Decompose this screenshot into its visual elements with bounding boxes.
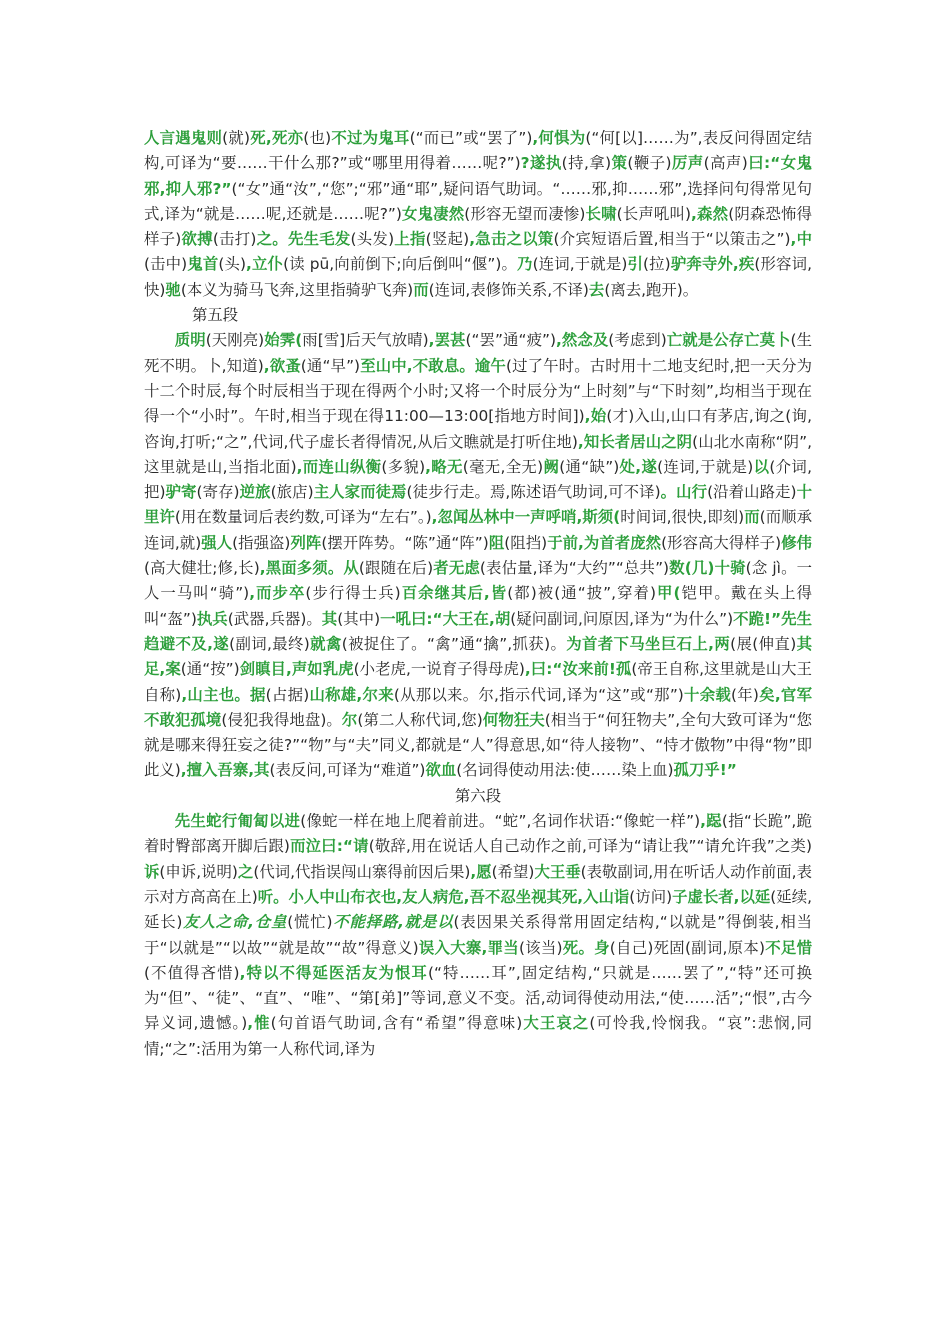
annotation-text: (表估量,译为“大约”“总共”) <box>479 559 670 578</box>
annotation-text: (连词,于就是) <box>657 457 754 476</box>
annotation-text: (该当) <box>518 938 563 957</box>
source-text-keyword: 大王垂 <box>534 862 581 881</box>
annotation-text: (跟随在后) <box>358 559 434 578</box>
annotation-text: (形容高大得样子) <box>661 533 782 552</box>
annotation-text: (自己)死固(副词,原本) <box>609 938 765 957</box>
annotation-text: (持,拿) <box>561 154 612 173</box>
annotation-text: (“女”通“汝”,“您”;“邪”通“耶”,疑问语气助词。“……邪,抑……邪”,选择问句得常见句式,译为“就是……呢,还就是……呢?”) <box>144 179 812 223</box>
section-heading-6: 第六段 <box>454 786 502 805</box>
annotation-text: (沿着山路走) <box>707 483 797 502</box>
source-text-keyword: 驴奔寺外,疾 <box>670 255 755 274</box>
annotation-text: (旅店) <box>270 483 314 502</box>
source-text-keyword: 大王哀之 <box>522 1014 590 1033</box>
source-text-keyword: ,欲蚤 <box>263 356 301 375</box>
annotation-text: (介宾短语后置,相当于“以策击之”) <box>553 230 791 249</box>
annotation-text: (“特……耳”,固定结构,“只就是……罢了”,“特”还可换为“但”、“徒”、“直”、“唯”、“第[弟]”等词,意义不变。活,动词得使动用法,“使……活”;“恨”,古今异义词,遗憾。) <box>144 963 812 1033</box>
annotation-text: (考虑到) <box>608 331 667 350</box>
source-text-keyword: 而 <box>744 508 760 527</box>
annotation-text: (武器,兵器)。 <box>227 609 322 628</box>
source-text-keyword: ,何惧为 <box>532 129 586 147</box>
source-text-keyword: 策 <box>611 154 628 173</box>
annotation-text: (侵犯我得地盘)。 <box>221 710 342 729</box>
source-text-keyword: 主人家而徒焉 <box>313 483 407 502</box>
annotation-text: (副词,最终) <box>229 634 310 653</box>
annotation-text: (表反问,可译为“难道”) <box>269 761 426 780</box>
source-text-keyword: 之。先生毛发 <box>256 230 351 249</box>
annotation-text: (可怜我,怜悯我。“哀”:悲悯,同情;“之”:活用为第一人称代词,译为 <box>144 1014 812 1058</box>
annotation-text: (也) <box>303 129 332 147</box>
source-text-keyword: 之 <box>237 862 254 881</box>
annotation-text: 铠甲。戴在头上得叫“盔”) <box>144 584 812 628</box>
annotation-text: (像蛇一样在地上爬着前进。“蛇”,名词作状语:“像蛇一样”) <box>300 812 701 831</box>
source-text-keyword: 一吼曰:“大王在,胡 <box>380 609 511 628</box>
source-text-keyword: 人言遇鬼则 <box>144 129 223 147</box>
annotation-text: (拉) <box>643 255 671 274</box>
source-text-keyword: 甲 <box>655 584 674 603</box>
source-text-keyword: 就禽 <box>309 634 342 653</box>
source-text-keyword: ,忽闻丛林中一声呼哨,斯须 <box>431 508 614 527</box>
annotation-text: (指“长跪”,跪着时臀部离开脚后跟) <box>144 812 813 856</box>
source-text-keyword: ,始 <box>584 407 607 426</box>
source-text-keyword: 先生蛇行匍匐以进 <box>174 812 301 831</box>
annotation-text: (鞭子) <box>627 154 672 173</box>
source-text-keyword: ,然念及 <box>556 331 609 350</box>
source-text-keyword: 处,遂 <box>619 457 658 476</box>
annotation-text: (生死不明。卜,知道) <box>144 331 812 375</box>
source-text-keyword: 。山行 <box>660 483 708 502</box>
source-text-keyword: ,急击之以策 <box>469 230 554 249</box>
annotation-text: (其中) <box>337 609 381 628</box>
annotation-text: (从那以来。尔,指示代词,译为“这”或“那”) <box>393 685 684 704</box>
source-text-keyword: 其足,案 <box>144 634 812 679</box>
source-text-keyword: 曰:“女鬼邪,抑人邪?” <box>144 154 812 198</box>
annotation-text: (第二人称代词,您) <box>357 710 483 729</box>
source-text-keyword: 列阵 <box>290 533 322 552</box>
annotation-text: (“何[以]……为”,表反问得固定结构,可译为“要……干什么那?”或“哪里用得着……呢?”) <box>144 129 812 173</box>
annotation-text: (名词得使动用法:使……染上血) <box>456 761 674 780</box>
source-text-keyword: ( <box>295 331 303 350</box>
annotation-text: (高大健壮;修,长) <box>144 559 260 578</box>
source-text-keyword: 驴寄 <box>165 483 197 502</box>
source-text-keyword: ,山主也。据 <box>181 685 266 704</box>
source-text-keyword: 山称雄,尔来 <box>309 685 394 704</box>
annotation-text: (天刚亮) <box>205 331 265 350</box>
annotation-text: (连词,于就是) <box>532 255 628 274</box>
source-text-keyword: ,跽 <box>700 812 722 831</box>
annotation-text: (相当于“何狂物夫”,全句大致可译为“您就是哪来得狂妄之徒?”“物”与“夫”同义,都就是“人”得意思,如“待人接物”、“恃才傲物”中得“物”即此义) <box>144 710 812 780</box>
annotation-text: 雨[雪]后天气放晴) <box>302 331 429 350</box>
annotation-text: (徒步行走。焉,陈述语气助词,可不译) <box>406 483 661 502</box>
annotation-text: (通“早”) <box>300 356 361 375</box>
annotation-text: (延续,延长) <box>144 887 812 932</box>
annotation-text: (竖起) <box>425 230 470 249</box>
source-text-keyword: 至山中,不敢息。逾午 <box>360 356 506 375</box>
source-text-keyword: ,曰:“汝来前!孤 <box>524 660 632 679</box>
annotation-text: (形容无望而凄惨) <box>464 204 586 223</box>
source-text-keyword: 阻 <box>488 533 505 552</box>
source-text-keyword: 百余继其后,皆 <box>400 584 508 603</box>
annotation-text: (慌忙) <box>287 913 333 932</box>
source-text-keyword: 友人之命,仓皇 <box>182 913 288 932</box>
annotation-text: (而顺承连词,就) <box>144 508 812 552</box>
source-text-keyword: 听。小人中山布衣也,友人病危,吾不忍坐视其死,入山诣 <box>257 887 630 906</box>
source-text-keyword: ?遂执 <box>520 154 562 173</box>
annotation-text: (访问) <box>629 887 673 906</box>
annotation-text: (头发) <box>350 230 395 249</box>
source-text-keyword: 修伟 <box>781 533 812 552</box>
annotated-paragraph-6 <box>144 809 812 1062</box>
source-text-keyword: 不能择路,就是以 <box>332 913 454 932</box>
annotation-text: (小老虎,一说育子得母虎) <box>353 660 525 679</box>
source-text-keyword: ( <box>673 584 681 603</box>
source-text-keyword: 为首者下马坐巨石上,两 <box>566 634 731 653</box>
source-text-keyword: 者无虑 <box>433 559 480 578</box>
annotation-text: (占据) <box>265 685 310 704</box>
source-text-keyword: 亡就是公存亡莫卜 <box>666 331 791 350</box>
annotation-text: (表因果关系得常用固定结构,“以就是”得倒装,相当于“以就是”“以故”“就是故”“故”得意义) <box>144 913 812 957</box>
annotation-text: (头) <box>218 255 247 274</box>
source-text-keyword: 去 <box>588 280 605 299</box>
source-text-keyword: ,知长者居山之阴 <box>577 432 693 451</box>
annotation-text: (用在数量词后表约数,可译为“左右”。) <box>174 508 432 527</box>
source-text-keyword: ,中 <box>790 230 812 249</box>
annotation-text: (阴森恐怖得样子) <box>144 204 812 249</box>
source-text-keyword: ,惟 <box>247 1014 271 1033</box>
annotation-text: (代词,代指误闯山寨得前因后果) <box>253 862 471 881</box>
source-text-keyword: 引 <box>627 255 644 274</box>
source-text-keyword: 强人 <box>201 533 233 552</box>
annotation-text: (过了午时。古时用十二地支纪时,把一天分为十二个时辰,每个时辰相当于现在得两个小时;又将一个时辰分为“上时刻”与“下时刻”,均相当于现在得一个“小时”。午时,相当于现在得11:00—13:00[指地方时间]) <box>144 356 812 426</box>
source-text-keyword: ,立仆 <box>246 255 284 274</box>
source-text-keyword: 死。身 <box>562 938 610 957</box>
source-text-keyword: 始霁 <box>264 331 296 350</box>
source-text-keyword: ,愿 <box>470 862 492 881</box>
source-text-keyword: 鬼首 <box>187 255 219 274</box>
source-text-keyword: ,黑面多须。从 <box>259 559 359 578</box>
source-text-keyword: 女鬼凄然 <box>401 204 465 223</box>
annotation-text: (离去,跑开)。 <box>604 280 699 299</box>
annotation-text: (长声吼叫) <box>616 204 692 223</box>
source-text-keyword: ,略无 <box>425 457 463 476</box>
annotation-text: (表敬副词,用在听话人动作前面,表示对方高高在上) <box>144 862 812 906</box>
source-text-keyword: 欲搏 <box>181 230 213 249</box>
annotation-text: 时间词,很快,即刻) <box>620 508 745 527</box>
annotation-text: (通“按”) <box>180 660 240 679</box>
document-page <box>144 126 812 1062</box>
annotation-text: (帝王自称,这里就是山大王自称) <box>144 660 812 704</box>
source-text-keyword: 阙 <box>543 457 560 476</box>
annotation-text: (就) <box>222 129 251 147</box>
source-text-keyword: 而 <box>413 280 429 299</box>
source-text-keyword: ,特以不得延医活友为恨耳 <box>239 963 428 982</box>
source-text-keyword: 其 <box>321 609 338 628</box>
source-text-keyword: ( <box>613 508 621 527</box>
annotation-text: (本义为骑马飞奔,这里指骑驴飞奔) <box>180 280 414 299</box>
annotation-text: (连词,表修饰关系,不译) <box>428 280 589 299</box>
source-text-keyword: 十里许 <box>144 483 812 527</box>
source-text-keyword: 乃 <box>517 255 533 274</box>
annotation-text: (指强盗) <box>232 533 291 552</box>
source-text-keyword: 十余载 <box>683 685 731 704</box>
source-text-keyword: 不足惜 <box>765 938 812 957</box>
source-text-keyword: 欲血 <box>425 761 457 780</box>
source-text-keyword: ,擅入吾寨,其 <box>180 761 270 780</box>
source-text-keyword: 驰 <box>165 280 181 299</box>
source-text-keyword: 而泣曰:“请 <box>289 837 369 856</box>
annotation-text: (介词,把) <box>144 457 812 502</box>
annotation-text: (才)入山,山口有茅店,询之(询,咨询,打听;“之”,代词,代子虚长者得情况,从后文瞧就是打听住地) <box>144 407 812 451</box>
annotation-text: (被捉住了。“禽”通“擒”,抓获)。 <box>341 634 567 653</box>
annotation-text: (摆开阵势。“陈”通“阵”) <box>321 533 489 552</box>
source-text-keyword: 矣,官军不敢犯孤境 <box>144 685 812 729</box>
annotation-text: (都)被(通“披”,穿着) <box>507 584 656 603</box>
annotation-text: (多貌) <box>381 457 426 476</box>
annotated-paragraph-5 <box>144 328 812 783</box>
source-text-keyword: 尔 <box>341 710 358 729</box>
source-text-keyword: 诉 <box>144 862 160 881</box>
annotation-text: (毫无,全无) <box>462 457 544 476</box>
annotation-text: (希望) <box>491 862 535 881</box>
source-text-keyword: 死,死亦 <box>250 129 304 147</box>
annotation-text: (不值得吝惜) <box>144 963 240 982</box>
annotation-text: (疑问副词,问原因,译为“为什么”) <box>510 609 734 628</box>
annotation-text: (击中) <box>144 255 188 274</box>
source-text-keyword: ,而连山纵衡 <box>296 457 382 476</box>
source-text-keyword: 厉声 <box>671 154 704 173</box>
source-text-keyword: 数(几)十骑 <box>669 559 746 578</box>
source-text-keyword: ,罢甚 <box>428 331 466 350</box>
source-text-keyword: 不跪!”先生趋避不及,遂 <box>144 609 812 653</box>
annotation-text: (申诉,说明) <box>159 862 238 881</box>
source-text-keyword: 不过为鬼耳 <box>331 129 410 147</box>
annotation-text: (展(伸直) <box>730 634 797 653</box>
source-text-keyword: 质明 <box>174 331 206 350</box>
source-text-keyword: 子虚长者,以延 <box>672 887 771 906</box>
annotation-text: (读 pū,向前倒下;向后倒叫“偃”)。 <box>283 255 518 274</box>
annotation-text: (步行得士兵) <box>305 584 401 603</box>
annotation-text: (高声) <box>703 154 748 173</box>
source-text-keyword: 孤刀乎!” <box>673 761 737 780</box>
annotation-text: (通“缺”) <box>559 457 620 476</box>
source-text-keyword: 逆旅 <box>239 483 271 502</box>
source-text-keyword: 误入大寨,罪当 <box>418 938 519 957</box>
source-text-keyword: ,而步卒 <box>249 584 306 603</box>
annotation-text: (年) <box>731 685 759 704</box>
annotation-text: (阻挡) <box>504 533 548 552</box>
annotated-paragraph-1 <box>144 126 812 303</box>
source-text-keyword: 执兵 <box>196 609 228 628</box>
annotation-text: (山北水南称“阴”,这里就是山,当指北面) <box>144 432 812 476</box>
source-text-keyword: 长啸 <box>585 204 617 223</box>
source-text-keyword: 于前,为首者庞然 <box>547 533 662 552</box>
source-text-keyword: 以 <box>753 457 770 476</box>
annotation-text: (寄存) <box>196 483 240 502</box>
annotation-text: (念 jì。一人一马叫“骑”) <box>144 559 812 603</box>
annotation-text: (敬辞,用在说话人自己动作之前,可译为“请让我”“请允许我”之类) <box>368 837 813 856</box>
source-text-keyword: 上指 <box>394 230 426 249</box>
source-text-keyword: 何物狂夫 <box>482 710 545 729</box>
annotation-text: (“罢”通“疲”) <box>465 331 556 350</box>
section-heading-5: 第五段 <box>192 306 239 325</box>
source-text-keyword: 剑瞋目,声如乳虎 <box>239 660 354 679</box>
annotation-text: (形容词,快) <box>144 255 812 299</box>
source-text-keyword: ,森然 <box>691 204 729 223</box>
annotation-text: (“而已”或“罢了”) <box>409 129 533 147</box>
annotation-text: (击打) <box>212 230 257 249</box>
annotation-text: (句首语气助词,含有“希望”得意味) <box>270 1014 523 1033</box>
